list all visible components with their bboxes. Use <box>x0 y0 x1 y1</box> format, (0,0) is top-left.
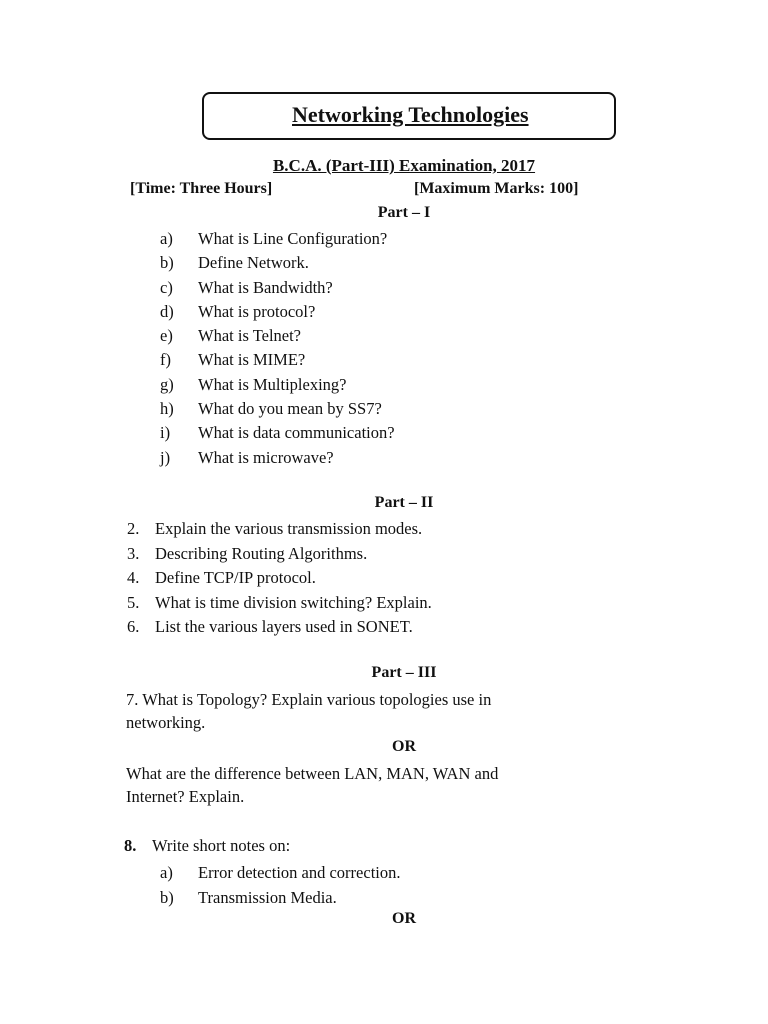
question-text: What is data communication? <box>198 423 395 443</box>
question-label: 8. <box>124 836 137 855</box>
list-item <box>127 566 432 591</box>
question-7 <box>126 688 491 734</box>
question-text: What is MIME? <box>198 350 306 370</box>
question-7-line-1: 7. What is Topology? Explain various topologies use in <box>126 690 492 709</box>
exam-name: B.C.A. (Part-III) Examination, 2017 <box>272 156 536 175</box>
question-7-line-2: networking. <box>126 713 206 732</box>
question-text: What is protocol? <box>198 301 316 321</box>
part-1-question-list <box>160 227 395 470</box>
or-separator: OR <box>392 738 416 755</box>
question-label: 6. <box>127 617 140 636</box>
list-item <box>160 421 395 445</box>
part-2-question-list <box>127 517 432 640</box>
question-label: 5. <box>127 592 140 612</box>
question-label: f) <box>160 350 171 370</box>
exam-time: [Time: Three Hours] <box>130 180 273 197</box>
list-item <box>127 615 432 640</box>
question-label: i) <box>160 423 171 443</box>
question-text: What do you mean by SS7? <box>198 399 382 419</box>
question-text: Transmission Media. <box>198 888 337 907</box>
question-7-alternative <box>126 762 498 808</box>
list-item <box>127 591 432 616</box>
list-item <box>160 227 395 251</box>
question-8 <box>124 836 290 856</box>
part-1-heading: Part – I <box>377 204 431 221</box>
question-label: j) <box>160 447 171 467</box>
question-label: c) <box>160 277 173 297</box>
question-text: What is Multiplexing? <box>198 374 347 394</box>
paper-title: Networking Technologies <box>292 102 529 127</box>
question-text: What is time division switching? Explain. <box>155 592 432 612</box>
question-label: b) <box>160 253 174 273</box>
question-label: a) <box>160 229 173 248</box>
question-label: b) <box>160 888 174 907</box>
question-text: What is Telnet? <box>198 326 302 346</box>
list-item <box>160 348 395 372</box>
or-separator: OR <box>392 910 416 927</box>
list-item <box>127 517 432 542</box>
list-item <box>160 397 395 421</box>
list-item <box>160 300 395 324</box>
alternative-line-2: Internet? Explain. <box>126 787 245 806</box>
question-text: Describing Routing Algorithms. <box>155 543 368 563</box>
question-text: What is Line Configuration? <box>198 229 388 248</box>
question-label: h) <box>160 399 174 419</box>
list-item <box>160 324 395 348</box>
question-text: Define TCP/IP protocol. <box>155 568 316 587</box>
part-3-heading: Part – III <box>371 664 437 681</box>
list-item <box>160 276 395 300</box>
list-item <box>160 446 395 470</box>
question-label: 4. <box>127 568 140 587</box>
question-text: What is microwave? <box>198 447 334 467</box>
part-2-heading: Part – II <box>374 494 434 511</box>
question-text: Define Network. <box>198 253 309 273</box>
list-item <box>127 542 432 567</box>
question-text: Error detection and correction. <box>198 863 401 882</box>
question-label: g) <box>160 374 174 394</box>
alternative-line-1: What are the difference between LAN, MAN, WAN and <box>126 764 499 783</box>
title-box <box>202 92 616 140</box>
question-8-subitems <box>160 860 401 910</box>
list-item <box>160 885 401 910</box>
question-label: a) <box>160 863 173 882</box>
question-label: 3. <box>127 543 140 563</box>
exam-max-marks: [Maximum Marks: 100] <box>414 180 579 197</box>
list-item <box>160 251 395 275</box>
question-text: List the various layers used in SONET. <box>155 617 413 636</box>
question-label: d) <box>160 301 174 321</box>
list-item <box>160 373 395 397</box>
question-label: 2. <box>127 519 140 538</box>
list-item <box>160 860 401 885</box>
question-text: What is Bandwidth? <box>198 277 333 297</box>
question-label: e) <box>160 326 173 346</box>
question-text: Write short notes on: <box>152 836 291 855</box>
question-text: Explain the various transmission modes. <box>155 519 423 538</box>
